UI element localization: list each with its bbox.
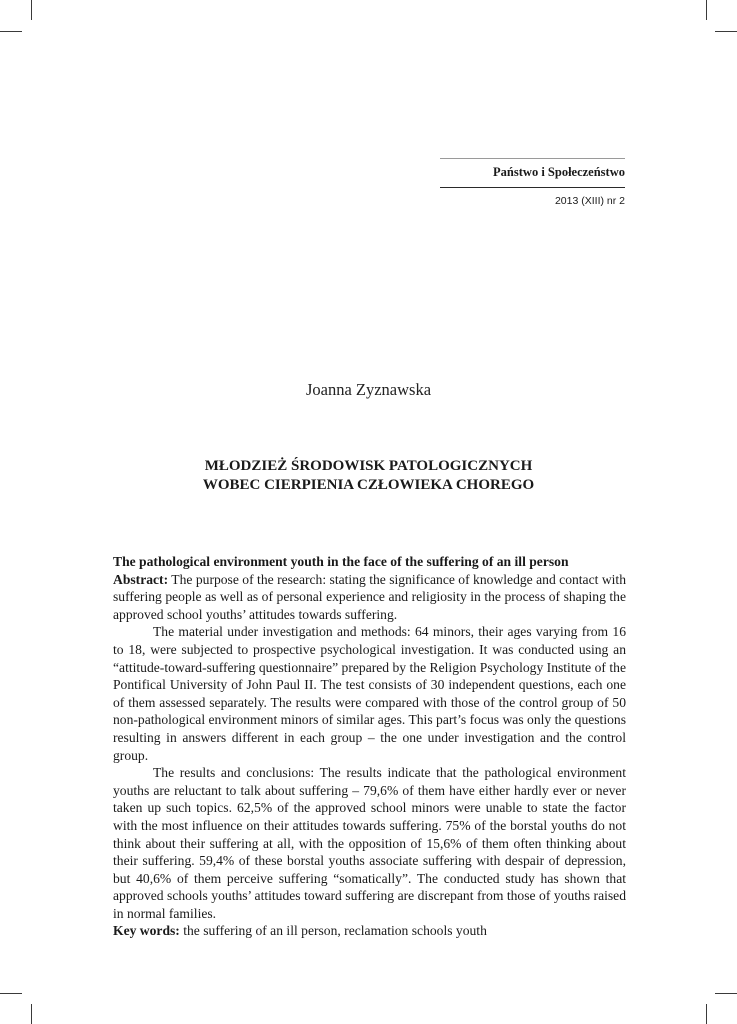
keywords-text: the suffering of an ill person, reclamation schools youth xyxy=(183,923,487,939)
crop-mark xyxy=(31,1004,32,1024)
english-title: The pathological environment youth in the face of the suffering of an ill person xyxy=(113,554,569,569)
abstract-paragraph-3: The results and conclusions: The results indicate that the pathological environment youths are reluctant to talk about suffering – 79,6% of them have either hardly ever or never taken up such topics. 62,5% of the approved school minors were unable to state the factor with the most influence on their attitudes towards suffering. 75% of the borstal youths do not think about their suffering at all, with the opposition of 15,6% of them often thinking about their suffering. 59,4% of these borstal youths associate suffering with despair of depression, but 40,6% of them perceive suffering “somatically”. The conducted study has shown that approved schools youths’ attitudes toward suffering are discrepant from those of youths raised in normal families. xyxy=(113,765,626,921)
keywords-label: Key words: xyxy=(113,923,180,939)
crop-mark xyxy=(706,0,707,20)
abstract-section xyxy=(113,553,626,940)
abstract-paragraph-2: The material under investigation and methods: 64 minors, their ages varying from 16 to 18, were subjected to prospective psychological investigation. It was conducted using an “attitude-toward-suffering questionnaire” prepared by the Religion Psychology Institute of the Pontifical University of John Paul II. The test consists of 30 independent questions, each one of them assessed separately. The results were compared with those of the control group of 50 non-pathological environment minors of similar ages. This part’s focus was only the questions resulting in answers different in each group – the one under investigation and the control group. xyxy=(113,624,626,763)
journal-name: Państwo i Społeczeństwo xyxy=(493,165,625,179)
crop-mark xyxy=(0,993,22,994)
journal-header xyxy=(440,158,625,207)
crop-mark xyxy=(715,993,737,994)
header-rule-bottom xyxy=(440,187,625,188)
article-title-line-1: MŁODZIEŻ ŚRODOWISK PATOLOGICZNYCH xyxy=(204,458,533,474)
article-title xyxy=(0,457,737,495)
abstract-label: Abstract: xyxy=(113,571,169,587)
author-name: Joanna Zyznawska xyxy=(305,380,432,399)
crop-mark xyxy=(715,31,737,32)
crop-mark xyxy=(0,31,22,32)
abstract-text-1: The purpose of the research: stating the significance of knowledge and contact with suffering people as well as of personal experience and religiosity in the process of shaping the approved school youths’ attitudes towards suffering. xyxy=(113,571,626,622)
crop-mark xyxy=(31,0,32,20)
article-title-line-2: WOBEC CIERPIENIA CZŁOWIEKA CHOREGO xyxy=(202,477,535,493)
abstract-paragraph-1 xyxy=(113,571,626,624)
crop-mark xyxy=(706,1004,707,1024)
keywords-line xyxy=(113,922,626,940)
journal-issue: 2013 (XIII) nr 2 xyxy=(554,195,625,207)
